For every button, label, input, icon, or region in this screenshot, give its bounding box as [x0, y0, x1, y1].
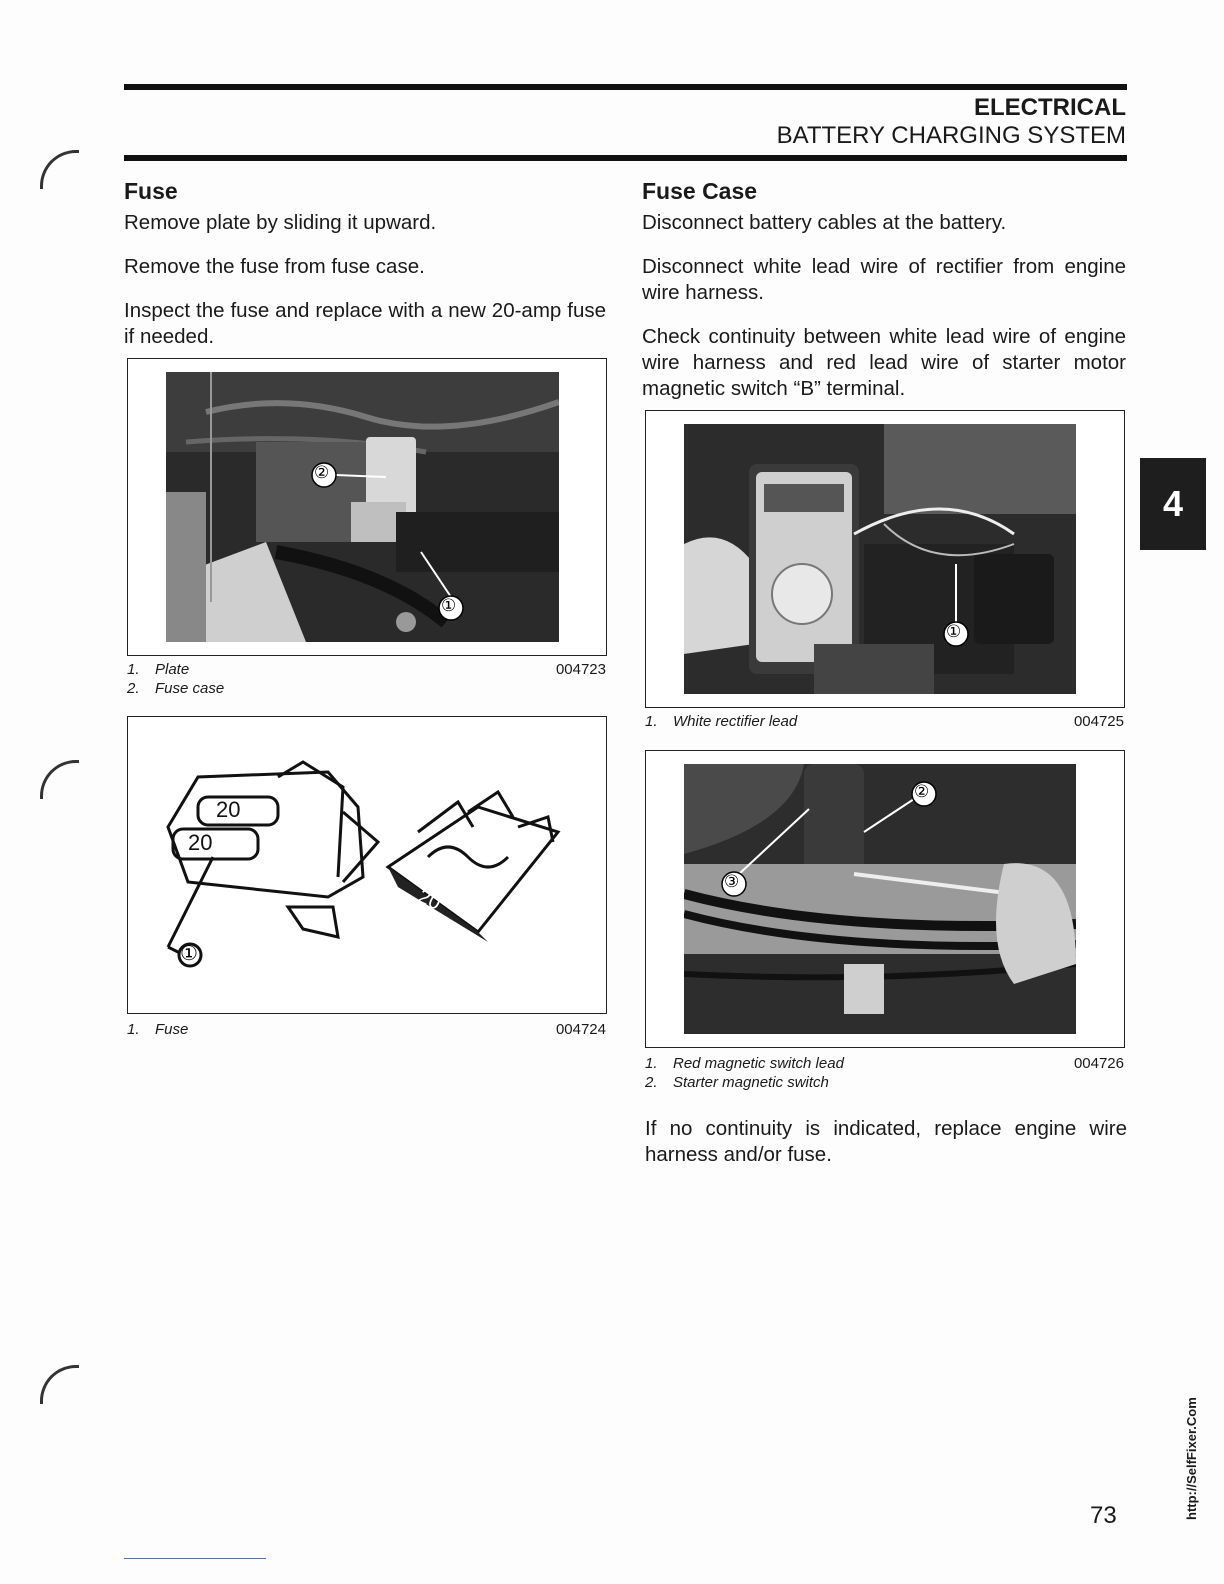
footer-line	[124, 1558, 266, 1559]
figure3-code: 004725	[1073, 713, 1124, 730]
fuse-case-heading: Fuse Case	[642, 178, 758, 204]
binder-hole-middle	[40, 760, 79, 799]
side-watermark-url: http://SelfFixer.Com	[1184, 1397, 1199, 1520]
page-number: 73	[1090, 1502, 1117, 1529]
caption-num: 1.	[645, 713, 658, 730]
fuse-label-1: 20	[216, 797, 241, 822]
header-rule-bottom	[124, 155, 1127, 161]
caption-text: Plate	[155, 661, 190, 678]
right-paragraph-2: Disconnect white lead wire of rectifier from engine wire harness.	[642, 255, 1126, 304]
figure1-caption-1	[127, 660, 189, 679]
figure3-caption-1	[645, 712, 797, 731]
caption-num: 1.	[645, 1055, 658, 1072]
figure4-code: 004726	[1073, 1055, 1124, 1072]
binder-hole-top	[40, 150, 79, 189]
caption-text: Fuse case	[155, 680, 225, 697]
left-paragraph-1: Remove plate by sliding it upward.	[124, 211, 437, 234]
caption-num: 2.	[645, 1074, 658, 1091]
fuse-label-3: 20	[414, 885, 445, 915]
left-paragraph-3: Inspect the fuse and replace with a new 20-amp fuse if needed.	[124, 299, 606, 348]
closing-block	[645, 1116, 1127, 1186]
section-title: BATTERY CHARGING SYSTEM	[776, 122, 1126, 149]
callout-3: ③	[724, 872, 740, 891]
photo-tester	[684, 424, 1076, 694]
fuse-illustration	[128, 717, 606, 1013]
right-paragraph-1: Disconnect battery cables at the battery.	[642, 211, 1007, 234]
chapter-tab: 4	[1140, 458, 1206, 550]
figure1-code: 004723	[555, 661, 606, 678]
caption-text: White rectifier lead	[673, 713, 798, 730]
callout-1: ①	[946, 622, 962, 641]
caption-text: Red magnetic switch lead	[673, 1055, 844, 1072]
photo-fuse-case	[166, 372, 559, 642]
caption-text: Fuse	[155, 1021, 189, 1038]
figure4-caption-1	[645, 1054, 844, 1073]
fuse-heading: Fuse	[124, 178, 178, 204]
header-rule-top	[124, 84, 1127, 90]
chapter-title: ELECTRICAL	[974, 94, 1126, 121]
figure2-code: 004724	[555, 1021, 606, 1038]
left-column	[124, 178, 606, 368]
callout-1: ①	[180, 943, 198, 965]
caption-text: Starter magnetic switch	[673, 1074, 829, 1091]
fuse-label-2: 20	[188, 830, 213, 855]
binder-hole-bottom	[40, 1365, 79, 1404]
callout-1: ①	[441, 596, 457, 615]
figure-plate-fuse-case	[127, 358, 607, 656]
closing-paragraph: If no continuity is indicated, replace engine wire harness and/or fuse.	[645, 1117, 1127, 1166]
caption-num: 1.	[127, 661, 140, 678]
caption-num: 1.	[127, 1021, 140, 1038]
figure-magnetic-switch	[645, 750, 1125, 1048]
figure-white-rectifier-lead	[645, 410, 1125, 708]
figure-fuse-drawing	[127, 716, 607, 1014]
figure4-caption-2	[645, 1073, 829, 1092]
figure2-caption-1	[127, 1020, 188, 1039]
figure1-caption-2	[127, 679, 224, 698]
photo-magnetic-switch-drawing	[684, 764, 1076, 1034]
photo-fuse-case-drawing	[166, 372, 559, 642]
callout-2: ②	[914, 782, 930, 801]
right-paragraph-3: Check continuity between white lead wire of engine wire harness and red lead wire of starter motor magnetic switch “B” terminal.	[642, 325, 1126, 400]
right-column	[642, 178, 1126, 420]
callout-2: ②	[314, 463, 330, 482]
photo-magnetic-switch	[684, 764, 1076, 1034]
caption-num: 2.	[127, 680, 140, 697]
photo-tester-drawing	[684, 424, 1076, 694]
left-paragraph-2: Remove the fuse from fuse case.	[124, 255, 425, 278]
